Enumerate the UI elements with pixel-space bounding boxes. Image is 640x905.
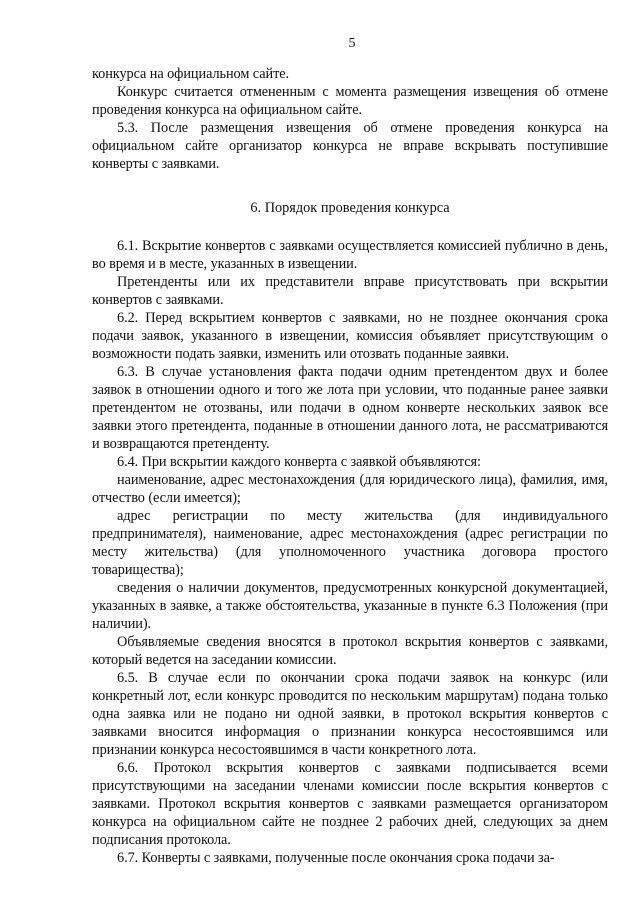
paragraph-5-3: 5.3. После размещения извещения об отмене проведения конкурса на официальном сайте организатор конкурса не вправе вскрывать поступившие конверты с заявками. (92, 120, 608, 172)
paragraph-6-5: 6.5. В случае если по окончании срока подачи заявок на конкурс (или конкретный лот, если конкурс проводится по нескольким маршрутам) подана только одна заявка или не подано ни одной заявки, в протокол вскрытия конвертов с заявками вносится информация о признании конкурса несостоявшимся или признании конкурса несостоявшимся в части конкретного лота. (92, 670, 608, 758)
paragraph: Конкурс считается отмененным с момента размещения извещения об отмене проведения конкурса на официальном сайте. (92, 84, 608, 118)
paragraph-6-4: 6.4. При вскрытии каждого конверта с заявкой объявляются: (117, 454, 481, 470)
paragraph-6-1: 6.1. Вскрытие конвертов с заявками осуществляется комиссией публично в день, во время и в месте, указанных в извещении. (92, 238, 608, 272)
paragraph: Претенденты или их представители вправе присутствовать при вскрытии конвертов с заявками. (92, 274, 608, 308)
section-heading: 6. Порядок проведения конкурса (250, 200, 450, 216)
paragraph-continuation: конкурса на официальном сайте. (92, 66, 289, 82)
list-item: наименование, адрес местонахождения (для юридического лица), фамилия, имя, отчество (если имеется); (92, 472, 608, 506)
paragraph-6-2: 6.2. Перед вскрытием конвертов с заявками, но не позднее окончания срока подачи заявок, указанного в извещении, комиссия объявляет присутствующим о возможности подать заявки, изменить или отозвать поданные заявки. (92, 310, 608, 362)
paragraph-6-3: 6.3. В случае установления факта подачи одним претендентом двух и более заявок в отношении одного и того же лота при условии, что поданные ранее заявки претендентом не отозваны, или подачи в одном конверте нескольких заявок все заявки этого претендента, поданные в отношении данного лота, не рассматриваются и возвращаются претенденту. (92, 364, 608, 452)
list-item: адрес регистрации по месту жительства (для индивидуального предпринимателя), наименование, адрес местонахождения (адрес регистрации по месту жительства) (для уполномоченного участника договора простого товарищества); (92, 508, 608, 578)
paragraph-6-6: 6.6. Протокол вскрытия конвертов с заявками подписывается всеми присутствующими на заседании членами комиссии после вскрытия конвертов с заявками. Протокол вскрытия конвертов с заявками размещается организатором конкурса на официальном сайте не позднее 2 рабочих дней, следующих за днем подписания протокола. (92, 760, 608, 848)
list-item: сведения о наличии документов, предусмотренных конкурсной документацией, указанных в заявке, а также обстоятельства, указанные в пункте 6.3 Положения (при наличии). (92, 580, 608, 632)
paragraph: Объявляемые сведения вносятся в протокол вскрытия конвертов с заявками, который ведется на заседании комиссии. (92, 634, 608, 668)
document-body (92, 65, 608, 867)
page-number: 5 (348, 36, 356, 51)
paragraph-6-7: 6.7. Конверты с заявками, полученные после окончания срока подачи за- (117, 850, 555, 866)
